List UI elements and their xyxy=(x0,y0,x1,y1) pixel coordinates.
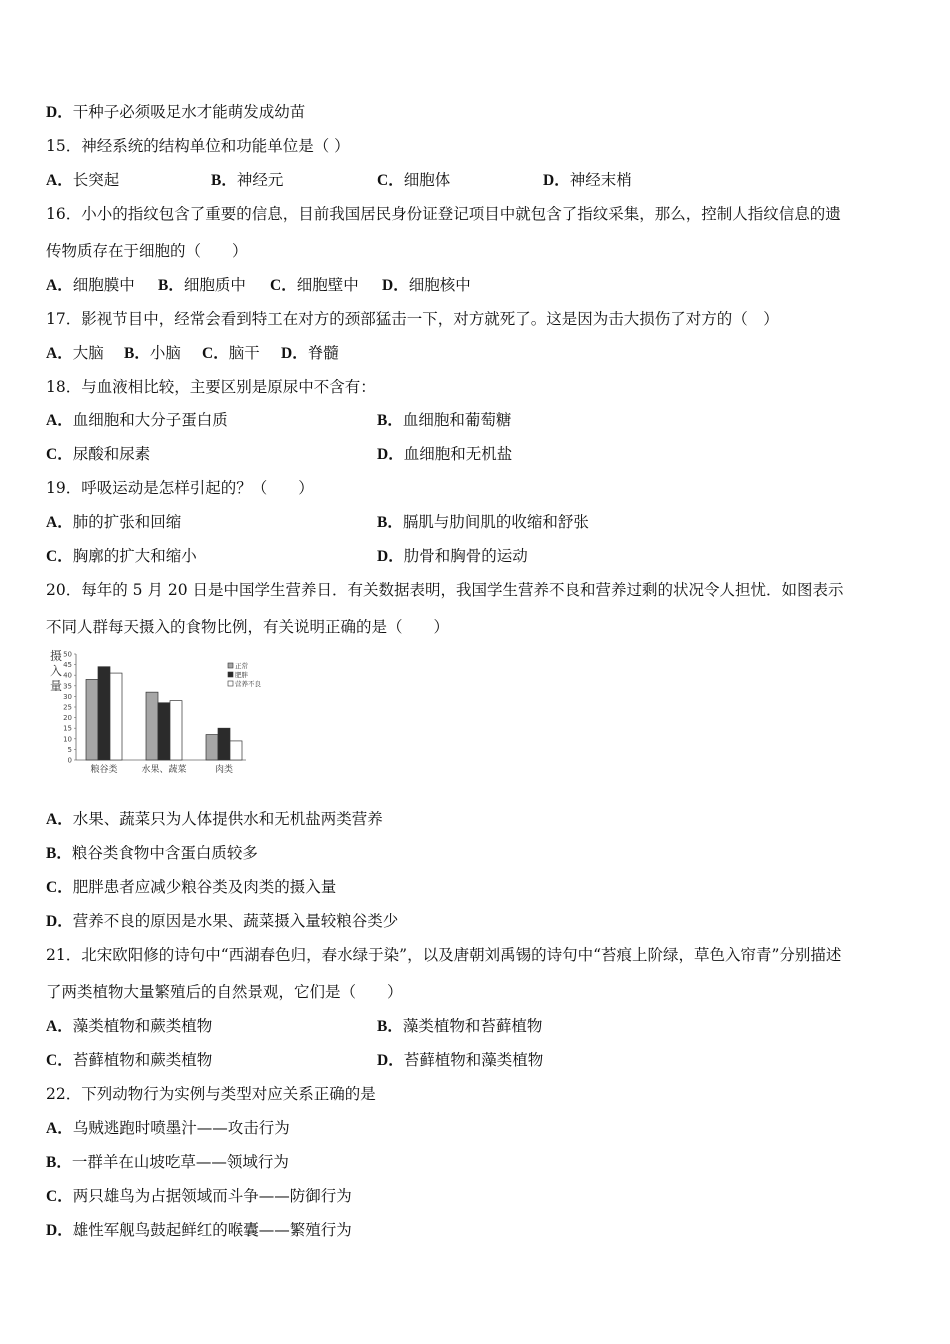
q18-option-a: A．血细胞和大分子蛋白质 xyxy=(46,411,228,429)
y-tick-label: 5 xyxy=(67,745,72,754)
food-intake-bar-chart xyxy=(46,648,286,778)
y-tick-label: 15 xyxy=(63,724,72,733)
q22-stem: 22．下列动物行为实例与类型对应关系正确的是 xyxy=(46,1085,376,1103)
q18-option-b: B．血细胞和葡萄糖 xyxy=(377,411,512,429)
q20-stem-line1: 20．每年的 5 月 20 日是中国学生营养日．有关数据表明，我国学生营养不良和营养过剩的状况令人担忧．如图表示 xyxy=(46,581,844,599)
y-axis-label-char: 量 xyxy=(50,679,63,693)
q19-option-c: C．胸廓的扩大和缩小 xyxy=(46,547,197,565)
q21-option-b: B．藻类植物和苔藓植物 xyxy=(377,1017,543,1035)
y-tick-label: 50 xyxy=(63,650,72,659)
y-tick-label: 45 xyxy=(63,661,72,670)
bar-营养不良-水果、蔬菜 xyxy=(170,701,182,760)
q16-stem-line2: 传物质存在于细胞的（ ） xyxy=(46,242,248,260)
y-tick-label: 25 xyxy=(63,703,72,712)
y-tick-label: 40 xyxy=(63,671,72,680)
q15-option-a: A．长突起 xyxy=(46,171,120,189)
q21-option-a: A．藻类植物和蕨类植物 xyxy=(46,1017,213,1035)
legend-label: 正常 xyxy=(235,662,248,670)
legend-swatch-正常 xyxy=(228,663,233,668)
bar-正常-肉类 xyxy=(206,735,218,760)
q16-option-b: B．细胞质中 xyxy=(158,276,246,294)
legend-swatch-肥胖 xyxy=(228,672,233,677)
q20-option-a: A．水果、蔬菜只为人体提供水和无机盐两类营养 xyxy=(46,810,383,828)
bar-营养不良-肉类 xyxy=(230,741,242,760)
y-tick-label: 0 xyxy=(67,756,72,765)
q21-option-d: D．苔藓植物和藻类植物 xyxy=(377,1051,544,1069)
q22-option-b: B．一群羊在山坡吃草——领域行为 xyxy=(46,1153,289,1171)
q17-option-b: B．小脑 xyxy=(124,344,181,362)
q15-stem: 15．神经系统的结构单位和功能单位是（ ） xyxy=(46,137,350,155)
q18-stem: 18．与血液相比较，主要区别是原尿中不含有： xyxy=(46,378,376,396)
q20-stem-line2: 不同人群每天摄入的食物比例，有关说明正确的是（ ） xyxy=(46,618,450,636)
q20-option-c: C．肥胖患者应减少粮谷类及肉类的摄入量 xyxy=(46,878,337,896)
q21-stem-line2: 了两类植物大量繁殖后的自然景观，它们是（ ） xyxy=(46,983,403,1001)
q22-option-c: C．两只雄鸟为占据领域而斗争——防御行为 xyxy=(46,1187,352,1205)
y-axis-label-char: 入 xyxy=(50,664,63,678)
bar-正常-粮谷类 xyxy=(86,679,98,760)
y-axis-label-char: 摄 xyxy=(50,649,63,663)
chart-bars xyxy=(86,667,242,760)
q18-option-c: C．尿酸和尿素 xyxy=(46,445,151,463)
chart-labels xyxy=(50,648,233,775)
q19-option-d: D．肋骨和胸骨的运动 xyxy=(377,547,528,565)
legend-swatch-营养不良 xyxy=(228,681,233,686)
q20-option-b: B．粮谷类食物中含蛋白质较多 xyxy=(46,844,258,862)
q16-option-d: D．细胞核中 xyxy=(382,276,471,294)
q17-option-c: C．脑干 xyxy=(202,344,260,362)
y-tick-label: 30 xyxy=(63,692,72,701)
legend-label: 肥胖 xyxy=(235,671,248,679)
y-tick-label: 10 xyxy=(63,735,72,744)
chart-legend xyxy=(228,661,262,688)
q14-option-d: D．干种子必须吸足水才能萌发成幼苗 xyxy=(46,103,306,121)
bar-肥胖-水果、蔬菜 xyxy=(158,703,170,760)
bar-营养不良-粮谷类 xyxy=(110,673,122,760)
y-tick-label: 20 xyxy=(63,714,72,723)
x-tick-label: 水果、蔬菜 xyxy=(141,765,187,775)
bar-肥胖-粮谷类 xyxy=(98,667,110,760)
q16-option-a: A．细胞膜中 xyxy=(46,276,135,294)
q20-option-d: D．营养不良的原因是水果、蔬菜摄入量较粮谷类少 xyxy=(46,912,399,930)
q15-option-b: B．神经元 xyxy=(211,171,284,189)
q17-stem: 17．影视节目中，经常会看到特工在对方的颈部猛击一下，对方就死了。这是因为击大损伤了对方的（ ） xyxy=(46,310,779,328)
q21-stem-line1: 21．北宋欧阳修的诗句中“西湖春色归，春水绿于染”，以及唐朝刘禹锡的诗句中“苔痕上阶绿，草色入帘青”分别描述 xyxy=(46,946,842,964)
bar-肥胖-肉类 xyxy=(218,728,230,760)
q15-option-c: C．细胞体 xyxy=(377,171,451,189)
q16-option-c: C．细胞壁中 xyxy=(270,276,359,294)
q22-option-d: D．雄性军舰鸟鼓起鲜红的喉囊——繁殖行为 xyxy=(46,1221,352,1239)
bar-正常-水果、蔬菜 xyxy=(146,692,158,760)
q17-option-d: D．脊髓 xyxy=(281,344,339,362)
q17-option-a: A．大脑 xyxy=(46,344,104,362)
q15-option-d: D．神经末梢 xyxy=(543,171,632,189)
q22-option-a: A．乌贼逃跑时喷墨汁——攻击行为 xyxy=(46,1119,290,1137)
q16-stem-line1: 16．小小的指纹包含了重要的信息，目前我国居民身份证登记项目中就包含了指纹采集，那么，控制人指纹信息的遗 xyxy=(46,205,841,223)
x-tick-label: 粮谷类 xyxy=(90,765,118,775)
q19-stem: 19．呼吸运动是怎样引起的？（ ） xyxy=(46,479,314,497)
q19-option-b: B．膈肌与肋间肌的收缩和舒张 xyxy=(377,513,589,531)
legend-label: 营养不良 xyxy=(235,680,261,688)
y-tick-label: 35 xyxy=(63,682,72,691)
q21-option-c: C．苔藓植物和蕨类植物 xyxy=(46,1051,213,1069)
q18-option-d: D．血细胞和无机盐 xyxy=(377,445,513,463)
x-tick-label: 肉类 xyxy=(214,765,234,775)
q19-option-a: A．肺的扩张和回缩 xyxy=(46,513,182,531)
